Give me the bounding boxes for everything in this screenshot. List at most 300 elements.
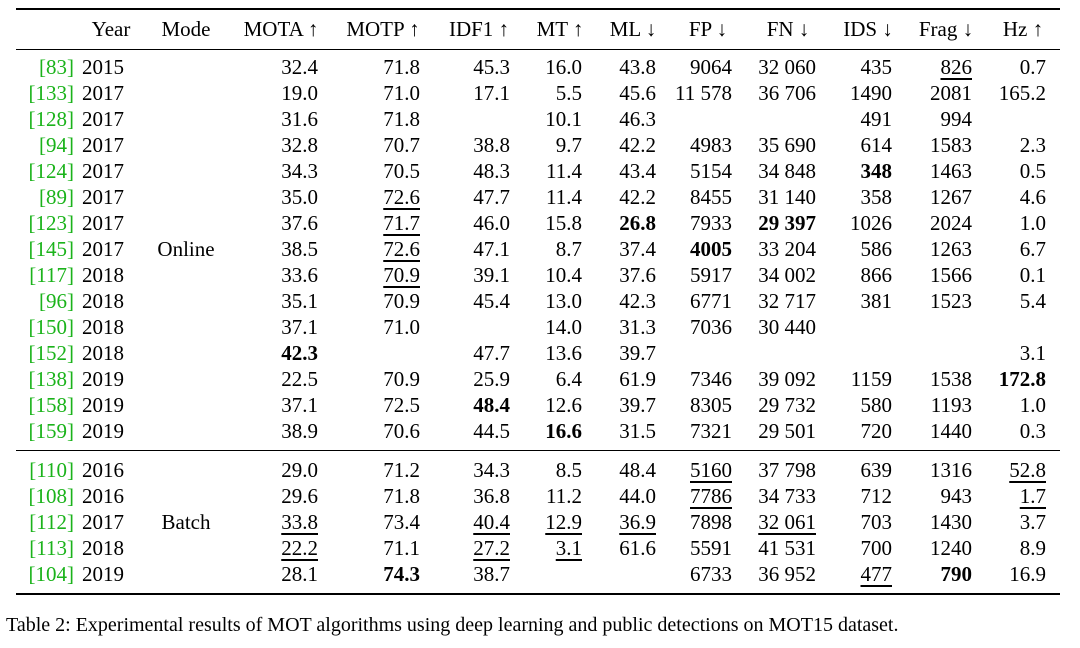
citation-open-bracket: [ — [28, 314, 36, 339]
fp-value: 5160 — [690, 457, 732, 482]
frag-value: 826 — [940, 54, 972, 79]
mode-cell — [142, 561, 230, 594]
ml-value: 42.2 — [619, 184, 656, 209]
fn-value: 36 706 — [758, 80, 816, 105]
fn-cell — [746, 236, 830, 262]
mode-cell — [142, 366, 230, 392]
fp-value: 7786 — [690, 483, 732, 508]
mt-value: 10.4 — [545, 262, 582, 287]
citation-link[interactable]: 94 — [46, 132, 67, 157]
idf1-cell — [434, 509, 524, 535]
citation-open-bracket: [ — [28, 236, 36, 261]
ids-value: 720 — [860, 418, 892, 443]
ids-cell — [830, 49, 906, 80]
ml-cell — [596, 80, 670, 106]
mt-cell — [524, 340, 596, 366]
header-ml: ML ↓ — [596, 9, 670, 49]
citation-close-bracket: ] — [67, 418, 74, 443]
citation-link[interactable]: 108 — [35, 483, 67, 508]
frag-value: 790 — [940, 561, 972, 586]
citation-link[interactable]: 128 — [35, 106, 67, 131]
motp-cell — [332, 236, 434, 262]
hz-cell — [986, 366, 1060, 392]
hz-value: 4.6 — [1019, 184, 1046, 209]
hz-value: 3.7 — [1019, 509, 1046, 534]
ml-value: 39.7 — [619, 340, 656, 365]
citation-close-bracket: ] — [67, 262, 74, 287]
hz-cell — [986, 106, 1060, 132]
citation-close-bracket: ] — [67, 457, 74, 482]
ml-cell — [596, 132, 670, 158]
ids-value: 1490 — [850, 80, 892, 105]
table-row — [16, 288, 1060, 314]
idf1-value: 39.1 — [473, 262, 510, 287]
table-row — [16, 132, 1060, 158]
fn-cell — [746, 210, 830, 236]
mt-cell — [524, 106, 596, 132]
citation-cell — [16, 535, 80, 561]
citation-cell — [16, 483, 80, 509]
motp-value: 70.6 — [383, 418, 420, 443]
hz-cell — [986, 535, 1060, 561]
citation-cell — [16, 450, 80, 483]
mota-cell — [230, 184, 332, 210]
header-year: Year — [80, 9, 142, 49]
mode-cell — [142, 483, 230, 509]
mota-value: 33.8 — [281, 509, 318, 534]
citation-link[interactable]: 150 — [35, 314, 67, 339]
fp-value: 4983 — [690, 132, 732, 157]
year-cell: 2018 — [82, 288, 124, 313]
motp-cell — [332, 288, 434, 314]
idf1-value: 25.9 — [473, 366, 510, 391]
citation-cell — [16, 392, 80, 418]
mt-cell — [524, 366, 596, 392]
hz-cell — [986, 288, 1060, 314]
motp-cell — [332, 418, 434, 451]
citation-cell — [16, 262, 80, 288]
ml-value: 61.9 — [619, 366, 656, 391]
ml-cell — [596, 561, 670, 594]
citation-link[interactable]: 104 — [35, 561, 67, 586]
citation-link[interactable]: 112 — [36, 509, 67, 534]
citation-open-bracket: [ — [28, 106, 36, 131]
mt-cell — [524, 509, 596, 535]
header-hz: Hz ↑ — [986, 9, 1060, 49]
mota-cell — [230, 314, 332, 340]
motp-value: 70.9 — [383, 366, 420, 391]
frag-cell — [906, 450, 986, 483]
citation-link[interactable]: 138 — [35, 366, 67, 391]
mota-value: 19.0 — [281, 80, 318, 105]
header-fp: FP ↓ — [670, 9, 746, 49]
citation-link[interactable]: 158 — [35, 392, 67, 417]
citation-link[interactable]: 133 — [35, 80, 67, 105]
citation-open-bracket: [ — [28, 366, 36, 391]
idf1-value: 34.3 — [473, 457, 510, 482]
fp-value: 5154 — [690, 158, 732, 183]
frag-cell — [906, 158, 986, 184]
motp-value: 73.4 — [383, 509, 420, 534]
idf1-cell — [434, 236, 524, 262]
citation-link[interactable]: 117 — [36, 262, 67, 287]
frag-value: 1430 — [930, 509, 972, 534]
fp-cell — [670, 340, 746, 366]
fp-cell — [670, 106, 746, 132]
ids-value: 700 — [860, 535, 892, 560]
citation-open-bracket: [ — [39, 54, 46, 79]
year-cell: 2017 — [82, 184, 124, 209]
mt-cell — [524, 236, 596, 262]
table-row — [16, 262, 1060, 288]
motp-cell — [332, 392, 434, 418]
frag-cell — [906, 366, 986, 392]
citation-close-bracket: ] — [67, 54, 74, 79]
hz-value: 1.0 — [1019, 392, 1046, 417]
mota-value: 33.6 — [281, 262, 318, 287]
ml-cell — [596, 314, 670, 340]
hz-cell — [986, 132, 1060, 158]
ids-value: 1159 — [850, 366, 892, 391]
idf1-value: 46.0 — [473, 210, 510, 235]
fn-cell — [746, 80, 830, 106]
mt-cell — [524, 210, 596, 236]
mota-cell — [230, 210, 332, 236]
citation-link[interactable]: 113 — [36, 535, 67, 560]
ml-cell — [596, 450, 670, 483]
ids-cell — [830, 483, 906, 509]
hz-value: 0.3 — [1019, 418, 1046, 443]
idf1-value: 47.7 — [473, 184, 510, 209]
ids-cell — [830, 80, 906, 106]
citation-link[interactable]: 83 — [46, 54, 67, 79]
mode-cell — [142, 49, 230, 80]
fp-value: 4005 — [690, 236, 732, 261]
mota-value: 37.1 — [281, 314, 318, 339]
ids-value: 435 — [860, 54, 892, 79]
ml-value: 39.7 — [619, 392, 656, 417]
citation-cell — [16, 509, 80, 535]
motp-value: 74.3 — [383, 561, 420, 586]
citation-open-bracket: [ — [28, 392, 36, 417]
frag-value: 1538 — [930, 366, 972, 391]
frag-cell — [906, 509, 986, 535]
hz-cell — [986, 483, 1060, 509]
idf1-value: 17.1 — [473, 80, 510, 105]
fn-value: 34 848 — [758, 158, 816, 183]
mode-cell — [142, 184, 230, 210]
mt-value: 16.0 — [545, 54, 582, 79]
idf1-value: 47.1 — [473, 236, 510, 261]
table-row — [16, 392, 1060, 418]
year-cell: 2017 — [82, 210, 124, 235]
mode-cell — [142, 80, 230, 106]
ml-cell — [596, 262, 670, 288]
year-cell: 2019 — [82, 561, 124, 586]
hz-value: 5.4 — [1019, 288, 1046, 313]
table-row — [16, 483, 1060, 509]
ids-value: 712 — [860, 483, 892, 508]
fp-cell — [670, 535, 746, 561]
table-row — [16, 236, 1060, 262]
year-cell: 2017 — [82, 158, 124, 183]
frag-value: 2081 — [930, 80, 972, 105]
fn-value: 32 717 — [758, 288, 816, 313]
table-row — [16, 509, 1060, 535]
frag-cell — [906, 80, 986, 106]
mode-cell — [142, 392, 230, 418]
citation-close-bracket: ] — [67, 483, 74, 508]
table-row — [16, 418, 1060, 451]
header-mt: MT ↑ — [524, 9, 596, 49]
frag-cell — [906, 132, 986, 158]
motp-value: 71.8 — [383, 483, 420, 508]
ids-cell — [830, 288, 906, 314]
header-idf1: IDF1 ↑ — [434, 9, 524, 49]
fn-value: 37 798 — [758, 457, 816, 482]
citation-close-bracket: ] — [67, 236, 74, 261]
results-table — [16, 8, 1060, 595]
table-row — [16, 210, 1060, 236]
hz-value: 52.8 — [1009, 457, 1046, 482]
mt-cell — [524, 483, 596, 509]
hz-cell — [986, 184, 1060, 210]
hz-value: 0.1 — [1019, 262, 1046, 287]
idf1-value: 47.7 — [473, 340, 510, 365]
frag-value: 1267 — [930, 184, 972, 209]
motp-cell — [332, 483, 434, 509]
mt-cell — [524, 132, 596, 158]
mt-cell — [524, 314, 596, 340]
motp-value: 71.7 — [383, 210, 420, 235]
ids-value: 580 — [860, 392, 892, 417]
year-cell: 2017 — [82, 236, 124, 261]
ids-value: 477 — [860, 561, 892, 586]
year-cell: 2016 — [80, 450, 142, 483]
mt-cell — [524, 418, 596, 451]
fn-cell — [746, 483, 830, 509]
mt-value: 8.7 — [555, 236, 582, 261]
fp-value: 7036 — [690, 314, 732, 339]
citation-link[interactable]: 89 — [46, 184, 67, 209]
citation-close-bracket: ] — [67, 340, 74, 365]
mota-cell — [230, 288, 332, 314]
idf1-value: 38.8 — [473, 132, 510, 157]
idf1-cell — [434, 210, 524, 236]
idf1-value: 48.3 — [473, 158, 510, 183]
fp-value: 5591 — [690, 535, 732, 560]
ml-cell — [596, 509, 670, 535]
frag-cell — [906, 392, 986, 418]
citation-link[interactable]: 124 — [35, 158, 67, 183]
citation-close-bracket: ] — [67, 106, 74, 131]
frag-value: 1240 — [930, 535, 972, 560]
hz-cell — [986, 236, 1060, 262]
hz-value: 16.9 — [1009, 561, 1046, 586]
ids-cell — [830, 184, 906, 210]
fp-cell — [670, 158, 746, 184]
fp-value: 8305 — [690, 392, 732, 417]
ml-cell — [596, 366, 670, 392]
mt-value: 12.9 — [545, 509, 582, 534]
motp-cell — [332, 184, 434, 210]
fp-cell — [670, 450, 746, 483]
hz-value: 6.7 — [1019, 236, 1046, 261]
year-cell: 2015 — [82, 54, 124, 79]
fp-value: 6771 — [690, 288, 732, 313]
fp-value: 6733 — [690, 561, 732, 586]
year-cell: 2019 — [82, 392, 124, 417]
header-reference — [16, 9, 80, 49]
mode-cell — [142, 132, 230, 158]
motp-value: 70.9 — [383, 262, 420, 287]
fp-cell — [670, 483, 746, 509]
mt-cell — [524, 80, 596, 106]
fn-value: 35 690 — [758, 132, 816, 157]
year-cell: 2017 — [82, 132, 124, 157]
citation-open-bracket: [ — [28, 418, 36, 443]
mt-value: 9.7 — [555, 132, 582, 157]
mota-cell — [230, 132, 332, 158]
ml-cell — [596, 535, 670, 561]
mota-cell — [230, 561, 332, 594]
fp-cell — [670, 80, 746, 106]
fp-value: 9064 — [690, 54, 732, 79]
fp-value: 7933 — [690, 210, 732, 235]
mode-cell — [142, 106, 230, 132]
mode-cell — [142, 158, 230, 184]
ids-value: 614 — [860, 132, 892, 157]
frag-value: 1463 — [930, 158, 972, 183]
idf1-value: 40.4 — [473, 509, 510, 534]
hz-cell — [986, 158, 1060, 184]
citation-link[interactable]: 123 — [35, 210, 67, 235]
hz-value: 1.7 — [1019, 483, 1046, 508]
ids-cell — [830, 262, 906, 288]
citation-close-bracket: ] — [67, 366, 74, 391]
mota-value: 38.5 — [281, 236, 318, 261]
mota-value: 29.6 — [281, 483, 318, 508]
table-header — [16, 9, 1060, 49]
mota-value: 38.9 — [281, 418, 318, 443]
hz-value: 8.9 — [1019, 535, 1046, 560]
idf1-cell — [434, 535, 524, 561]
hz-cell — [986, 392, 1060, 418]
fn-cell — [746, 535, 830, 561]
ids-cell — [830, 366, 906, 392]
hz-value: 0.7 — [1019, 54, 1046, 79]
citation-close-bracket: ] — [67, 132, 74, 157]
mota-cell — [230, 366, 332, 392]
citation-close-bracket: ] — [67, 314, 74, 339]
citation-close-bracket: ] — [67, 184, 74, 209]
citation-link[interactable]: 96 — [46, 288, 67, 313]
hz-cell — [986, 340, 1060, 366]
citation-open-bracket: [ — [39, 184, 46, 209]
citation-link[interactable]: 145 — [35, 236, 67, 261]
frag-cell — [906, 314, 986, 340]
citation-close-bracket: ] — [67, 80, 74, 105]
idf1-cell — [434, 392, 524, 418]
fp-cell — [670, 314, 746, 340]
citation-open-bracket: [ — [29, 262, 37, 287]
table-caption: Table 2: Experimental results of MOT algorithms using deep learning and public detections on MOT15 dataset. — [6, 614, 899, 636]
citation-link[interactable]: 110 — [36, 457, 67, 482]
fn-value: 41 531 — [758, 535, 816, 560]
ml-cell — [596, 340, 670, 366]
year-cell: 2018 — [82, 314, 124, 339]
fn-cell — [746, 158, 830, 184]
fn-value: 34 002 — [758, 262, 816, 287]
fn-cell — [746, 561, 830, 594]
frag-cell — [906, 483, 986, 509]
citation-open-bracket: [ — [28, 210, 36, 235]
idf1-value: 38.7 — [473, 561, 510, 586]
mode-cell — [142, 210, 230, 236]
table-row — [16, 49, 1060, 80]
hz-cell — [986, 80, 1060, 106]
mt-cell — [524, 288, 596, 314]
table-row — [16, 184, 1060, 210]
idf1-cell — [434, 262, 524, 288]
ids-value: 348 — [860, 158, 892, 183]
motp-value: 71.0 — [383, 80, 420, 105]
fn-cell — [746, 366, 830, 392]
hz-cell — [986, 509, 1060, 535]
table-row — [16, 561, 1060, 594]
batch-group — [16, 450, 1060, 594]
frag-value: 2024 — [930, 210, 972, 235]
frag-cell — [906, 340, 986, 366]
mt-value: 15.8 — [545, 210, 582, 235]
mt-cell — [524, 450, 596, 483]
idf1-cell — [434, 340, 524, 366]
idf1-cell — [434, 184, 524, 210]
citation-close-bracket: ] — [67, 210, 74, 235]
frag-value: 1523 — [930, 288, 972, 313]
year-cell: 2016 — [82, 483, 124, 508]
citation-link[interactable]: 152 — [35, 340, 67, 365]
citation-close-bracket: ] — [67, 561, 74, 586]
year-cell: 2019 — [82, 366, 124, 391]
motp-value: 71.8 — [383, 54, 420, 79]
motp-cell — [332, 132, 434, 158]
frag-value: 1566 — [930, 262, 972, 287]
fn-cell — [746, 418, 830, 451]
citation-close-bracket: ] — [67, 509, 74, 534]
frag-cell — [906, 106, 986, 132]
year-cell: 2018 — [82, 262, 124, 287]
fn-value: 39 092 — [758, 366, 816, 391]
motp-value: 72.6 — [383, 236, 420, 261]
motp-value: 70.7 — [383, 132, 420, 157]
fn-cell — [746, 106, 830, 132]
citation-link[interactable]: 159 — [35, 418, 67, 443]
citation-cell — [16, 210, 80, 236]
idf1-value: 36.8 — [473, 483, 510, 508]
citation-open-bracket: [ — [28, 340, 36, 365]
ids-cell — [830, 106, 906, 132]
ml-value: 37.4 — [619, 236, 656, 261]
mota-cell — [230, 450, 332, 483]
header-motp: MOTP ↑ — [332, 9, 434, 49]
fn-value: 29 732 — [758, 392, 816, 417]
citation-open-bracket: [ — [28, 483, 36, 508]
mode-cell — [142, 418, 230, 451]
ml-value: 43.8 — [619, 54, 656, 79]
ml-cell — [596, 418, 670, 451]
ml-cell — [596, 392, 670, 418]
